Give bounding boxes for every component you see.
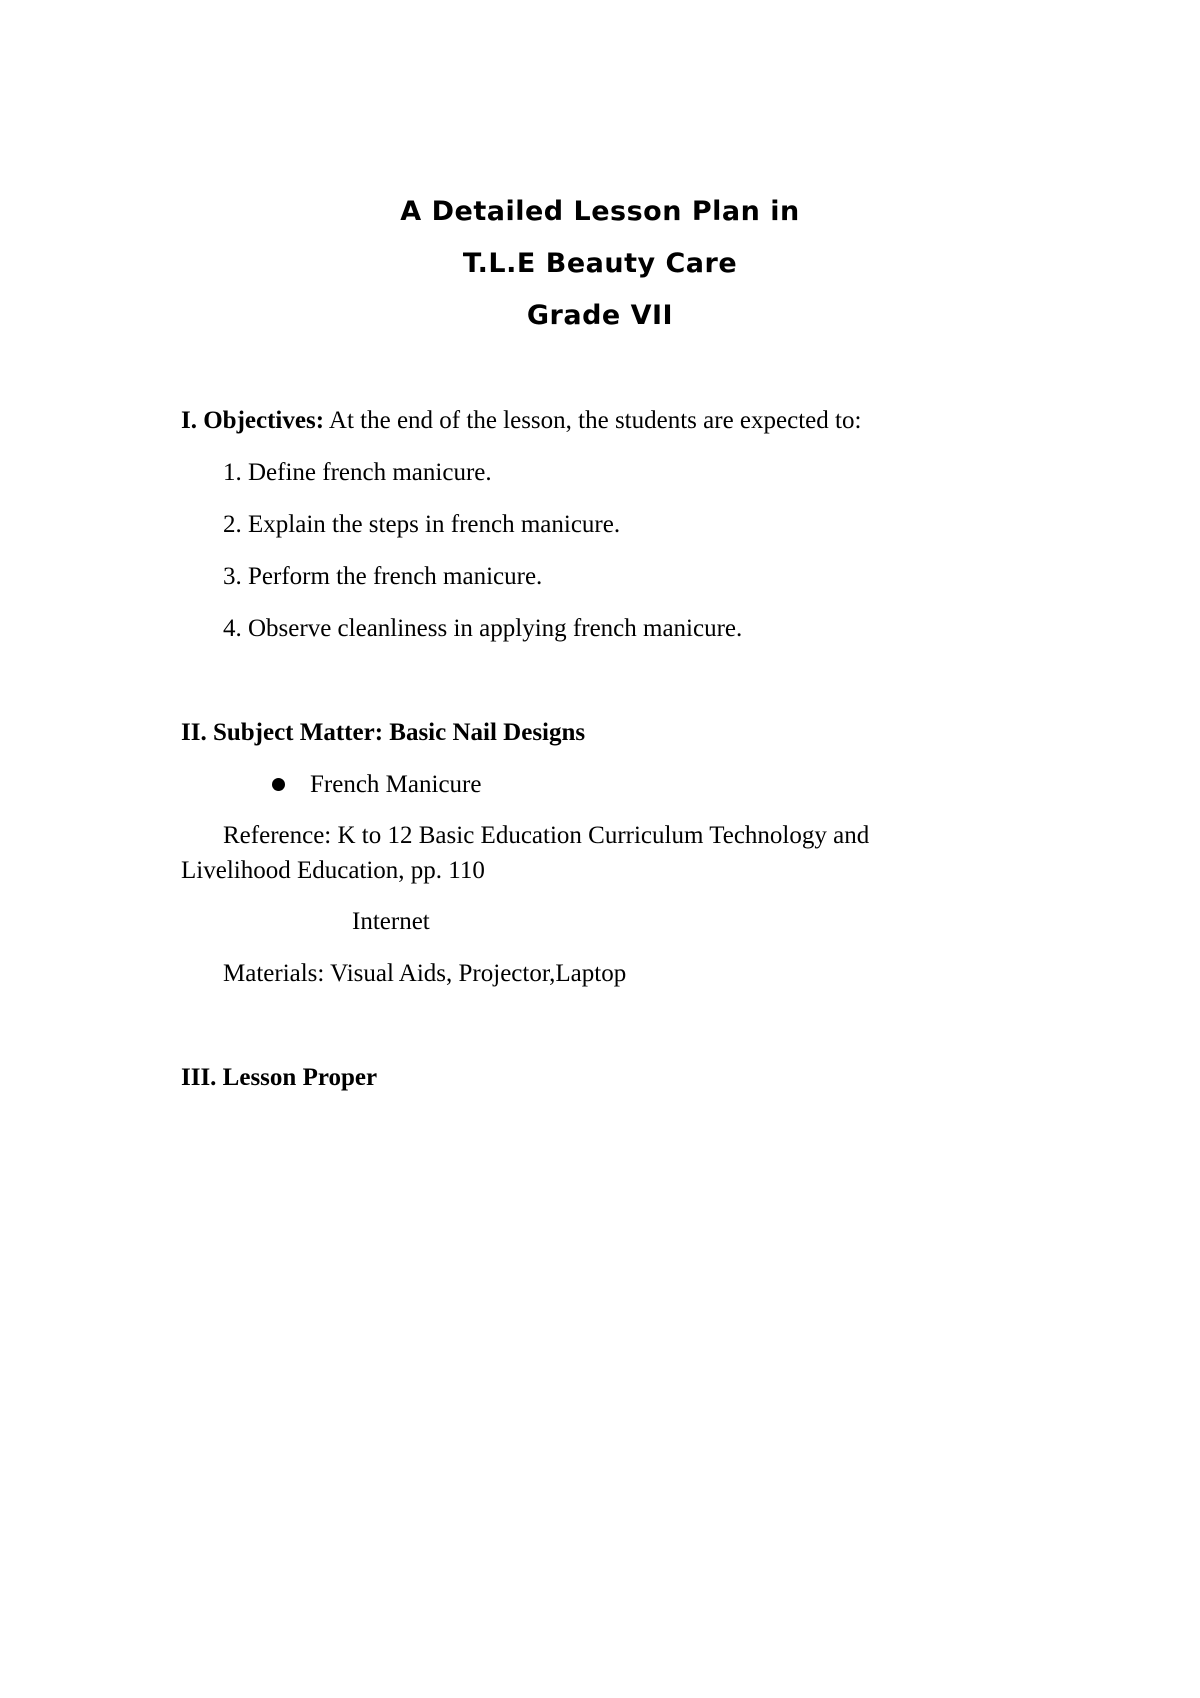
reference-line-2: Livelihood Education, pp. 110: [181, 857, 485, 884]
lesson-proper-heading: III. Lesson Proper: [181, 1064, 378, 1091]
document-title: A Detailed Lesson Plan in: [400, 196, 800, 227]
subject-matter-heading: II. Subject Matter: Basic Nail Designs: [181, 719, 586, 746]
subject-bullet-item: French Manicure: [310, 771, 482, 798]
objectives-section: [181, 407, 861, 435]
reference-internet: Internet: [352, 908, 430, 935]
objective-item-2: 2. Explain the steps in french manicure.: [223, 511, 621, 538]
objectives-heading: I. Objectives:: [181, 407, 325, 434]
document-subject: T.L.E Beauty Care: [462, 248, 738, 279]
bullet-icon: [272, 778, 285, 791]
document-grade: Grade VII: [526, 300, 674, 331]
reference-line-1: Reference: K to 12 Basic Education Curriculum Technology and: [223, 822, 870, 849]
objective-item-1: 1. Define french manicure.: [223, 459, 492, 486]
objective-item-3: 3. Perform the french manicure.: [223, 563, 543, 590]
materials-line: Materials: Visual Aids, Projector,Laptop: [223, 960, 627, 987]
objective-item-4: 4. Observe cleanliness in applying french manicure.: [223, 615, 743, 642]
objectives-intro: At the end of the lesson, the students are expected to:: [328, 407, 862, 434]
